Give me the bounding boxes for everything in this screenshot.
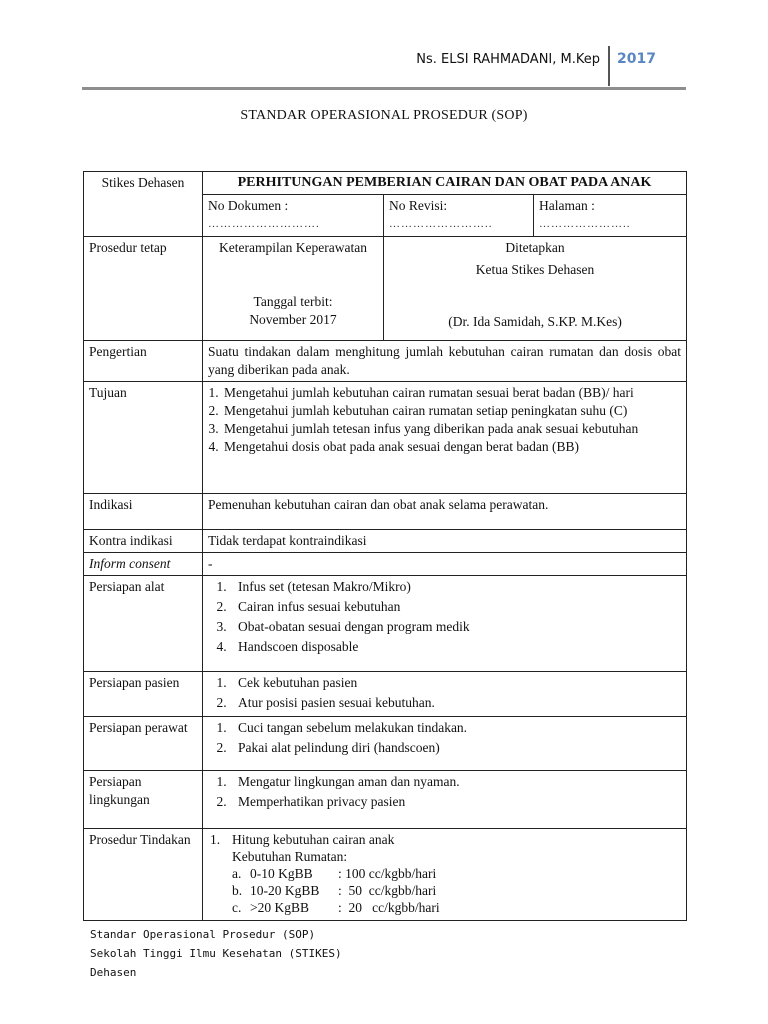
- keterampilan-cell: [203, 237, 384, 341]
- institution: Stikes Dehasen: [101, 175, 185, 190]
- tanggal-label: Tanggal terbit:: [253, 294, 333, 309]
- row-prosedur-tetap: [84, 237, 687, 341]
- persiapan-alat-list: [208, 578, 681, 656]
- persiapan-pasien-cell: [203, 672, 687, 717]
- rumatan-row: b. 10-20 KgBB : 50 cc/kgbb/hari: [232, 883, 437, 898]
- persiapan-alat-cell: [203, 576, 687, 672]
- list-item: 3. Mengetahui jumlah tetesan infus yang diberikan pada anak sesuai kebutuhan: [222, 420, 681, 438]
- row-persiapan-pasien: [84, 672, 687, 717]
- list-item: 1. Infus set (tetesan Makro/Mikro): [230, 578, 681, 596]
- no-dokumen-label: No Dokumen :: [208, 198, 289, 213]
- no-dokumen-value: ……………………….: [208, 218, 320, 230]
- footer-line-2: Sekolah Tinggi Ilmu Kesehatan (STIKES): [90, 947, 342, 960]
- header-rule: [82, 87, 686, 90]
- row-inform-consent: [84, 553, 687, 576]
- row-persiapan-alat: [84, 576, 687, 672]
- row-kontra-indikasi: [84, 530, 687, 553]
- ketua: Ketua Stikes Dehasen: [475, 262, 595, 277]
- list-item: 1. Mengatur lingkungan aman dan nyaman.: [230, 773, 681, 791]
- row-pengertian: [84, 341, 687, 382]
- kebutuhan-rumatan: Kebutuhan Rumatan:: [232, 849, 348, 864]
- signatory: (Dr. Ida Samidah, S.KP. M.Kes): [448, 314, 622, 329]
- footer-line-1: Standar Operasional Prosedur (SOP): [90, 928, 316, 941]
- list-item: 2. Memperhatikan privacy pasien: [230, 793, 681, 811]
- persiapan-lingkungan-cell: [203, 771, 687, 829]
- indikasi-label: Indikasi: [84, 494, 203, 530]
- list-item: 3. Obat-obatan sesuai dengan program medik: [230, 618, 681, 636]
- prosedur-tetap-label: Prosedur tetap: [84, 237, 203, 341]
- row-tujuan: [84, 382, 687, 494]
- list-item: 2. Cairan infus sesuai kebutuhan: [230, 598, 681, 616]
- pengertian-text: Suatu tindakan dalam menghitung jumlah kebutuhan cairan rumatan dan dosis obat yang diberikan pada anak.: [203, 341, 687, 382]
- pengertian-label: Pengertian: [84, 341, 203, 382]
- rumatan-row: a. 0-10 KgBB : 100 cc/kgbb/hari: [232, 866, 437, 881]
- row-title: [84, 172, 687, 195]
- persiapan-perawat-label: Persiapan perawat: [84, 717, 203, 771]
- header-year: 2017: [617, 51, 656, 67]
- page-footer: [90, 925, 342, 982]
- inform-label: Inform consent: [84, 553, 203, 576]
- persiapan-perawat-list: [208, 719, 681, 757]
- list-item: 2. Pakai alat pelindung diri (handscoen): [230, 739, 681, 757]
- list-item: 1. Cuci tangan sebelum melakukan tindakan.: [230, 719, 681, 737]
- sop-table: [83, 171, 687, 921]
- tanggal-value: November 2017: [249, 312, 337, 327]
- halaman-cell: [534, 195, 687, 237]
- row-prosedur-tindakan: [84, 829, 687, 921]
- halaman-label: Halaman :: [539, 198, 595, 213]
- ditetapkan: Ditetapkan: [505, 240, 565, 255]
- kontra-text: Tidak terdapat kontraindikasi: [203, 530, 687, 553]
- list-item: 4. Handscoen disposable: [230, 638, 681, 656]
- list-item: 2. Mengetahui jumlah kebutuhan cairan rumatan setiap peningkatan suhu (C): [222, 402, 681, 420]
- inform-text: -: [203, 553, 687, 576]
- prosedur-tindakan-cell: 1. Hitung kebutuhan cairan anak Kebutuhan Rumatan: a. 0-10 KgBB : 100 cc/kgbb/hari b. 10-20 KgBB : 50 cc/kgbb/hari c. >20 KgBB : 20 cc/kgbb/hari: [203, 829, 687, 921]
- indikasi-text: Pemenuhan kebutuhan cairan dan obat anak selama perawatan.: [203, 494, 687, 530]
- header-author: Ns. ELSI RAHMADANI, M.Kep: [416, 52, 600, 67]
- keterampilan: Keterampilan Keperawatan: [218, 240, 368, 255]
- row-persiapan-lingkungan: [84, 771, 687, 829]
- persiapan-pasien-label: Persiapan pasien: [84, 672, 203, 717]
- institution-cell: [84, 172, 203, 237]
- tujuan-label: Tujuan: [84, 382, 203, 494]
- footer-line-3: Dehasen: [90, 966, 137, 979]
- rumatan-row: c. >20 KgBB : 20 cc/kgbb/hari: [232, 900, 440, 915]
- kontra-label: Kontra indikasi: [84, 530, 203, 553]
- prosedur-step-1: Hitung kebutuhan cairan anak: [232, 832, 395, 847]
- prosedur-tindakan-label: Prosedur Tindakan: [84, 829, 203, 921]
- tujuan-cell: [203, 382, 687, 494]
- row-indikasi: [84, 494, 687, 530]
- persiapan-pasien-list: [208, 674, 681, 712]
- document-title: STANDAR OPERASIONAL PROSEDUR (SOP): [240, 108, 528, 123]
- list-item: 2. Atur posisi pasien sesuai kebutuhan.: [230, 694, 681, 712]
- no-revisi-cell: [384, 195, 534, 237]
- halaman-value: …………………..: [539, 218, 631, 230]
- header-separator: [608, 46, 610, 86]
- no-revisi-value: ……………………..: [389, 218, 493, 230]
- persiapan-alat-label: Persiapan alat: [84, 576, 203, 672]
- list-item: 4. Mengetahui dosis obat pada anak sesuai dengan berat badan (BB): [222, 438, 681, 456]
- persiapan-lingkungan-label: Persiapan lingkungan: [84, 771, 203, 829]
- persiapan-lingkungan-list: [208, 773, 681, 811]
- persiapan-perawat-cell: [203, 717, 687, 771]
- row-persiapan-perawat: [84, 717, 687, 771]
- list-item: 1. Cek kebutuhan pasien: [230, 674, 681, 692]
- no-dokumen-cell: [203, 195, 384, 237]
- tujuan-list: [208, 384, 681, 456]
- list-item: 1. Mengetahui jumlah kebutuhan cairan rumatan sesuai berat badan (BB)/ hari: [222, 384, 681, 402]
- ditetapkan-cell: [384, 237, 687, 341]
- sop-title: PERHITUNGAN PEMBERIAN CAIRAN DAN OBAT PADA ANAK: [203, 172, 687, 195]
- no-revisi-label: No Revisi:: [389, 198, 448, 213]
